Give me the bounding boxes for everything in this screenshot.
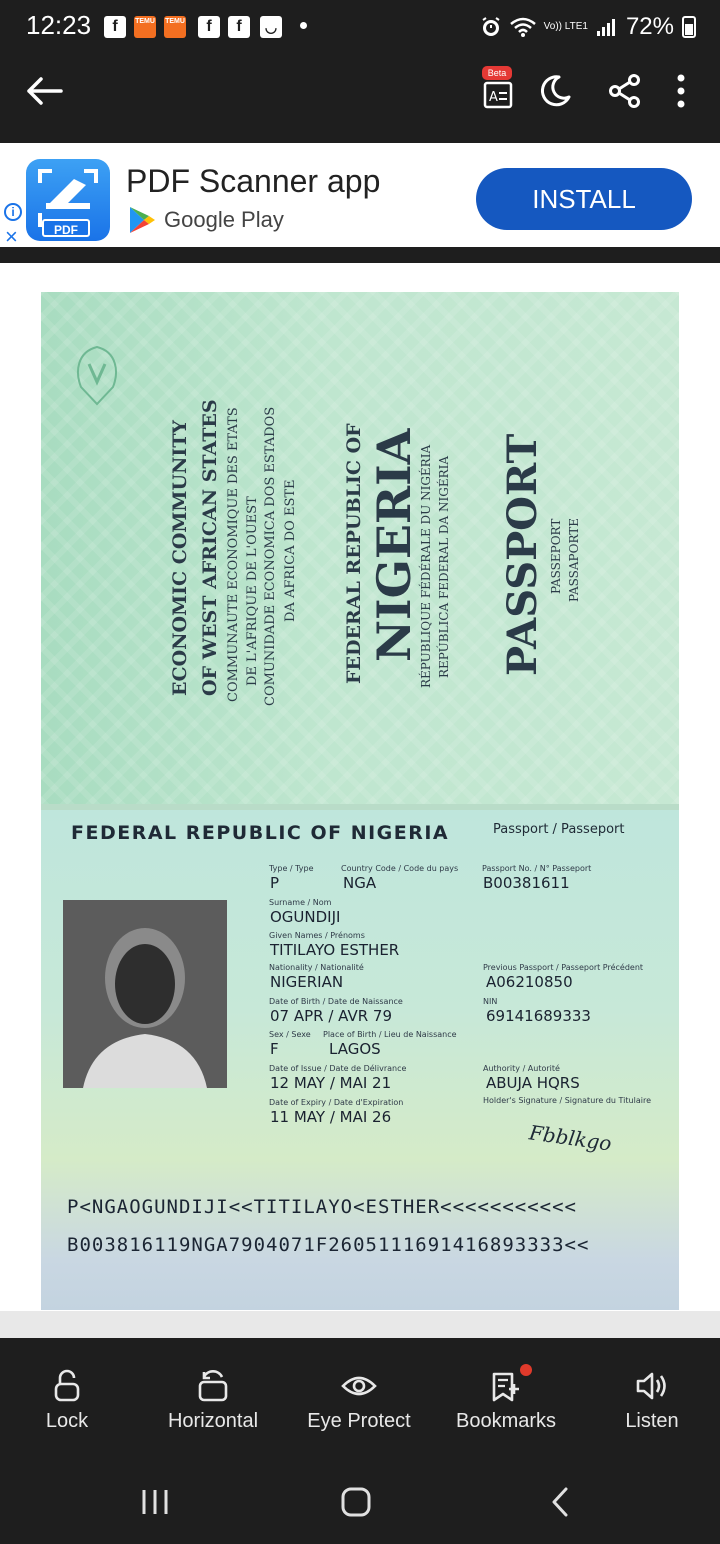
pob-value: LAGOS [329, 1040, 381, 1058]
ad-title[interactable]: PDF Scanner app [126, 163, 381, 199]
given-names-value: TITILAYO ESTHER [270, 941, 400, 959]
eye-protect-button[interactable] [289, 1362, 429, 1442]
nin-label: NIN [483, 997, 498, 1006]
surname-label: Surname / Nom [269, 898, 332, 907]
horizontal-label: Horizontal [167, 1410, 259, 1432]
sex-label: Sex / Sexe [269, 1030, 311, 1039]
country-code-label: Country Code / Code du pays [341, 864, 459, 873]
svg-text:A: A [489, 90, 498, 105]
bottom-toolbar [0, 1338, 720, 1460]
passport-cover [41, 292, 679, 804]
recent-apps-icon[interactable] [125, 1480, 185, 1524]
issue-value: 12 MAY / MAI 21 [270, 1074, 392, 1092]
data-page-header: FEDERAL REPUBLIC OF NIGERIA [71, 822, 450, 844]
mrz-line-2: B003816119NGA7904071F2605111691416893333<< [67, 1234, 590, 1256]
eye-icon [341, 1368, 377, 1404]
dob-label: Date of Birth / Date de Naissance [269, 997, 403, 1006]
previous-passport-value: A06210850 [486, 973, 573, 991]
surname-value: OGUNDIJI [270, 908, 341, 926]
holder-signature: Fbblkgo [527, 1120, 614, 1156]
mrz-line-1: P<NGAOGUNDIJI<<TITILAYO<ESTHER<<<<<<<<<<< [67, 1196, 577, 1218]
ecowas-fr-2: DE L'AFRIQUE DE L'OUEST [245, 496, 260, 686]
pdf-badge: PDF [42, 219, 90, 237]
network-label: Vo)) LTE1 [543, 21, 588, 32]
battery-icon [682, 16, 696, 38]
status-time: 12:23 [26, 10, 92, 40]
horizontal-button[interactable] [143, 1362, 283, 1442]
battery-percent: 72% [625, 13, 674, 40]
system-nav-bar [0, 1460, 720, 1544]
night-mode-icon[interactable] [530, 66, 580, 116]
passport-scan [41, 292, 679, 1310]
signature-label: Holder's Signature / Signature du Titulaire [483, 1096, 651, 1105]
back-icon[interactable] [530, 1480, 590, 1524]
more-notifications-dot [300, 22, 307, 29]
ad-info-icon[interactable]: i [4, 203, 22, 221]
rotate-icon [195, 1368, 231, 1404]
document-viewer[interactable] [0, 263, 720, 1338]
ecowas-en-2: OF WEST AFRICAN STATES [199, 399, 221, 696]
holder-photo [63, 900, 227, 1088]
bookmarks-button[interactable] [436, 1362, 576, 1442]
passport-no-value: B00381611 [483, 874, 570, 892]
sex-value: F [270, 1040, 279, 1058]
type-value: P [270, 874, 280, 892]
type-label: Type / Type [269, 864, 314, 873]
bookmark-add-icon [488, 1368, 524, 1404]
share-icon[interactable] [600, 66, 650, 116]
temu-icon: TEMU [134, 16, 156, 38]
passport-no-label: Passport No. / N° Passeport [482, 864, 592, 873]
country-code-value: NGA [343, 874, 377, 892]
status-right [480, 12, 696, 42]
republic-title: FEDERAL REPUBLIC OF [343, 423, 365, 684]
republic-fr: RÉPUBLIQUE FÉDÉRALE DU NIGÉRIA [419, 444, 433, 688]
passport-title-fr: PASSEPORT [549, 518, 563, 594]
temu-icon: TEMU [164, 16, 186, 38]
pob-label: Place of Birth / Lieu de Naissance [323, 1030, 457, 1039]
facebook-icon: f [198, 16, 220, 38]
ad-close-icon[interactable]: × [5, 224, 18, 249]
previous-passport-label: Previous Passport / Passeport Précédent [483, 963, 644, 972]
more-icon[interactable] [656, 66, 706, 116]
lock-label: Lock [45, 1410, 89, 1432]
ecowas-en: ECONOMIC COMMUNITY [169, 420, 191, 696]
google-play-icon [128, 205, 156, 235]
expiry-label: Date of Expiry / Date d'Expiration [269, 1098, 404, 1107]
given-names-label: Given Names / Prénoms [269, 931, 365, 940]
lock-icon [49, 1368, 85, 1404]
listen-button[interactable] [582, 1362, 720, 1442]
nationality-label: Nationality / Nationalité [269, 963, 364, 972]
signal-icon [596, 17, 618, 37]
wifi-icon [510, 17, 536, 37]
lock-button[interactable] [0, 1362, 137, 1442]
passport-title-pt: PASSAPORTE [567, 517, 581, 602]
ecowas-pt: COMUNIDADE ECONOMICA DOS ESTADOS [263, 406, 278, 706]
ad-store: Google Play [164, 207, 284, 232]
authority-value: ABUJA HQRS [486, 1074, 580, 1092]
passport-data-page [41, 810, 679, 1310]
doc-type-label: Passport / Passeport [493, 822, 625, 837]
republic-pt: REPÚBLICA FEDERAL DA NIGÉRIA [437, 455, 451, 678]
dob-value: 07 APR / AVR 79 [270, 1007, 393, 1025]
bookmarks-notification-dot [520, 1364, 532, 1376]
status-bar [0, 0, 720, 56]
listen-label: Listen [625, 1410, 679, 1432]
nationality-value: NIGERIAN [270, 973, 344, 991]
alarm-icon [480, 16, 502, 38]
home-icon[interactable] [326, 1480, 386, 1524]
coat-of-arms-icon [67, 342, 127, 412]
pdf-page[interactable] [0, 263, 720, 1311]
issue-label: Date of Issue / Date de Délivrance [269, 1064, 407, 1073]
speaker-icon [634, 1368, 670, 1404]
facebook-icon: f [228, 16, 250, 38]
ecowas-pt-2: DA AFRICA DO ESTE [283, 479, 298, 622]
app-bar [0, 56, 720, 142]
passport-title: PASSPORT [499, 433, 546, 676]
facebook-icon: f [104, 16, 126, 38]
ad-banner[interactable] [0, 143, 720, 255]
country-name: NIGERIA [367, 428, 421, 662]
beta-badge: Beta [482, 66, 512, 80]
authority-label: Authority / Autorité [483, 1064, 560, 1073]
mail-icon: ◡ [260, 16, 282, 38]
expiry-value: 11 MAY / MAI 26 [270, 1108, 392, 1126]
translate-beta-icon[interactable] [472, 66, 522, 116]
back-arrow-icon[interactable] [20, 66, 70, 116]
ecowas-fr: COMMUNAUTE ECONOMIQUE DES ETATS [226, 407, 241, 702]
nin-value: 69141689333 [486, 1007, 591, 1025]
install-button[interactable]: INSTALL [476, 168, 692, 230]
bookmarks-label: Bookmarks [455, 1410, 557, 1432]
eye-protect-label: Eye Protect [307, 1410, 411, 1432]
